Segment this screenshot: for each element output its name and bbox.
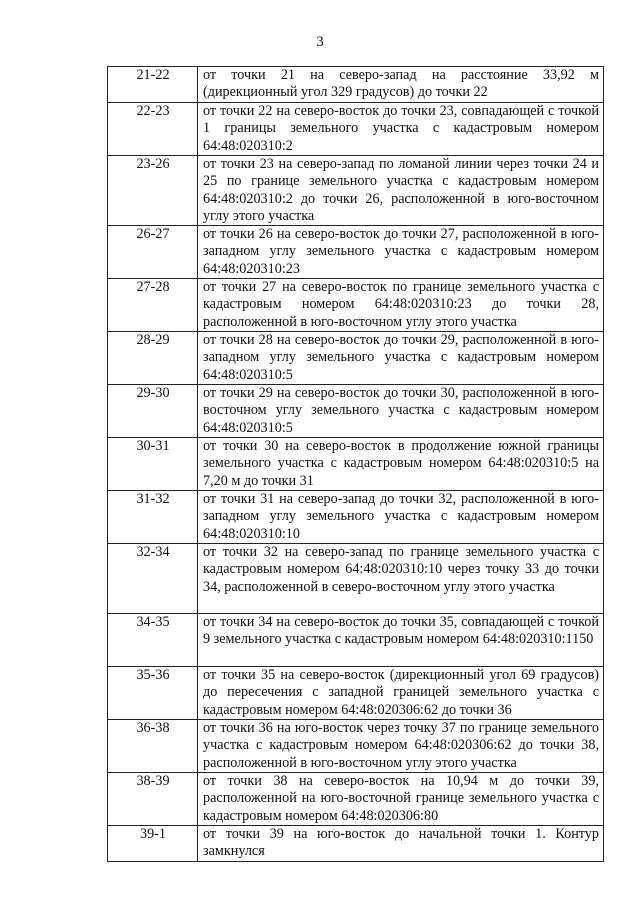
table-row <box>108 279 604 332</box>
table-row <box>108 826 604 862</box>
table-row <box>108 773 604 826</box>
segment-cell: 31-32 <box>108 491 198 544</box>
table-row <box>108 544 604 614</box>
segment-cell: 34-35 <box>108 614 198 667</box>
description-cell: от точки 23 на северо-запад по ломаной линии через точки 24 и 25 по границе земельного участка с кадастровым номером 64:48:020310:2 до точки 26, расположенной в юго-восточном углу этого участка <box>198 156 604 226</box>
segment-cell: 21-22 <box>108 67 198 103</box>
table-row <box>108 385 604 438</box>
page-number: 3 <box>316 34 324 50</box>
table-row <box>108 491 604 544</box>
segment-cell: 38-39 <box>108 773 198 826</box>
table-row <box>108 614 604 667</box>
segment-cell: 23-26 <box>108 156 198 226</box>
description-cell: от точки 39 на юго-восток до начальной точки 1. Контур замкнулся <box>198 826 604 862</box>
segment-cell: 28-29 <box>108 332 198 385</box>
description-cell: от точки 29 на северо-восток до точки 30, расположенной в юго-восточном углу земельного участка с кадастровым номером 64:48:020310:5 <box>198 385 604 438</box>
table-row <box>108 438 604 491</box>
table-row <box>108 156 604 226</box>
description-cell: от точки 35 на северо-восток (дирекционный угол 69 градусов) до пересечения с западной границей земельного участка с кадастровым номером 64:48:020306:62 до точки 36 <box>198 667 604 720</box>
description-cell: от точки 38 на северо-восток на 10,94 м до точки 39, расположенной на юго-восточной границе земельного участка с кадастровым номером 64:48:020306:80 <box>198 773 604 826</box>
description-cell: от точки 26 на северо-восток до точки 27, расположенной в юго-западном углу земельного участка с кадастровым номером 64:48:020310:23 <box>198 226 604 279</box>
description-cell: от точки 22 на северо-восток до точки 23, совпадающей с точкой 1 границы земельного участка с кадастровым номером 64:48:020310:2 <box>198 103 604 156</box>
segment-cell: 39-1 <box>108 826 198 862</box>
table-row <box>108 667 604 720</box>
boundary-description-table <box>107 66 604 862</box>
description-cell: от точки 21 на северо-запад на расстояние 33,92 м (дирекционный угол 329 градусов) до точки 22 <box>198 67 604 103</box>
segment-cell: 35-36 <box>108 667 198 720</box>
table-row <box>108 226 604 279</box>
description-cell: от точки 32 на северо-запад по границе земельного участка с кадастровым номером 64:48:020310:10 через точку 33 до точки 34, расположенной в северо-восточном углу этого участка <box>198 544 604 614</box>
description-cell: от точки 27 на северо-восток по границе земельного участка с кадастровым номером 64:48:020310:23 до точки 28, расположенной в юго-восточном углу этого участка <box>198 279 604 332</box>
segment-cell: 27-28 <box>108 279 198 332</box>
segment-cell: 30-31 <box>108 438 198 491</box>
table-row <box>108 67 604 103</box>
segment-cell: 26-27 <box>108 226 198 279</box>
table-row <box>108 720 604 773</box>
segment-cell: 29-30 <box>108 385 198 438</box>
description-cell: от точки 34 на северо-восток до точки 35, совпадающей с точкой 9 земельного участка с кадастровым номером 64:48:020310:1150 <box>198 614 604 667</box>
segment-cell: 32-34 <box>108 544 198 614</box>
segment-cell: 36-38 <box>108 720 198 773</box>
segment-cell: 22-23 <box>108 103 198 156</box>
description-cell: от точки 28 на северо-восток до точки 29, расположенной в юго-западном углу земельного участка с кадастровым номером 64:48:020310:5 <box>198 332 604 385</box>
table-row <box>108 103 604 156</box>
description-cell: от точки 30 на северо-восток в продолжение южной границы земельного участка с кадастровым номером 64:48:020310:5 на 7,20 м до точки 31 <box>198 438 604 491</box>
table-row <box>108 332 604 385</box>
description-cell: от точки 36 на юго-восток через точку 37 по границе земельного участка с кадастровым номером 64:48:020306:62 до точки 38, расположенной в юго-восточном углу этого участка <box>198 720 604 773</box>
description-cell: от точки 31 на северо-запад до точки 32, расположенной в юго-западном углу земельного участка с кадастровым номером 64:48:020310:10 <box>198 491 604 544</box>
